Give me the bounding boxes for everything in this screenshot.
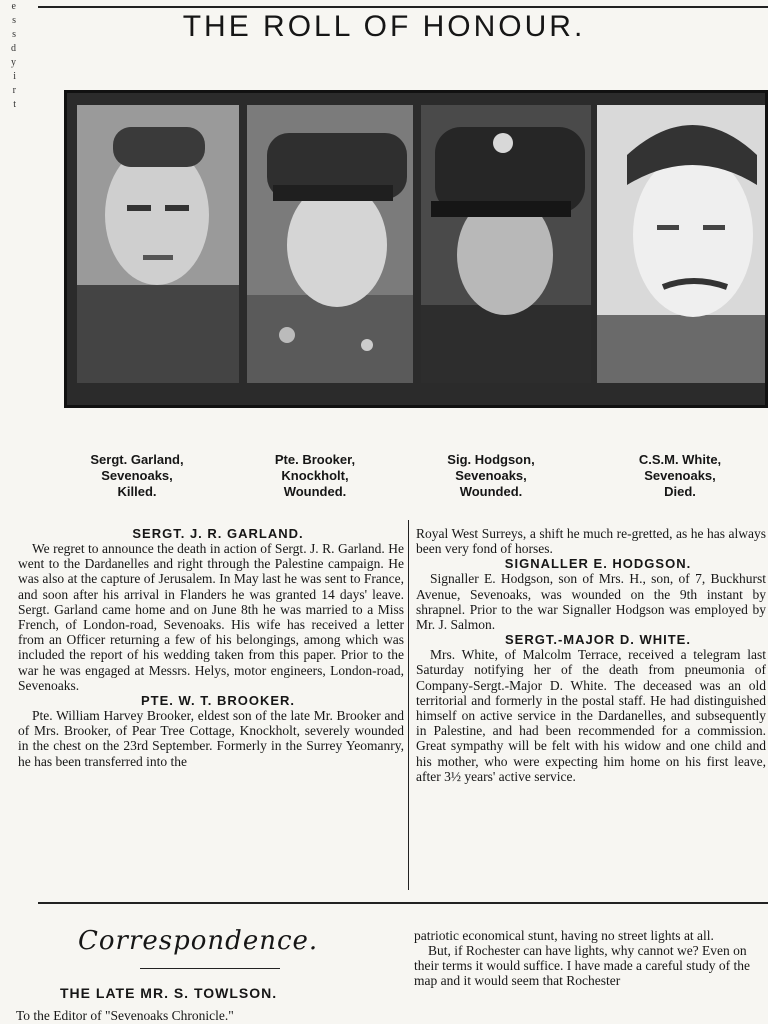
gutter-letter: d — [11, 43, 16, 54]
article-body: We regret to announce the death in action of Sergt. J. R. Garland. He went to the Dardanelles and right through the Palestine campaign. He was also at the capture of Jerusalem. In May last he was sent to France, and soon after his arrival in Flanders he was granted 14 days' leave. Sergt. Garland came home and on June 8th he was married to a Miss French, of London-road, Sevenoaks. His wife has received a letter from an Officer returning a few of his belongings, among which was included the report of his wedding taken from this paper. Prior to the war he was engaged at Messrs. Helys, motor engineers, London-road, Sevenoaks. — [18, 541, 404, 693]
caption-white — [600, 452, 760, 500]
caption-line: Sig. Hodgson, — [447, 452, 535, 467]
correspondence-paragraph: patriotic economical stunt, having no street lights at all. — [414, 928, 714, 943]
caption-line: Sevenoaks, — [101, 468, 173, 483]
article-heading: PTE. W. T. BROOKER. — [140, 693, 296, 709]
portrait-strip — [64, 90, 768, 408]
gutter-letter: s — [12, 15, 16, 26]
caption-line: Sevenoaks, — [455, 468, 527, 483]
caption-hodgson — [416, 452, 566, 500]
right-column — [416, 526, 766, 784]
article-heading: SIGNALLER E. HODGSON. — [504, 556, 692, 572]
portrait-hodgson — [421, 105, 591, 383]
caption-brooker — [240, 452, 390, 500]
caption-line: Sergt. Garland, — [90, 452, 184, 467]
top-rule — [38, 6, 768, 8]
ornamental-rule — [140, 968, 280, 969]
caption-line: Wounded. — [459, 484, 523, 499]
caption-line: Sevenoaks, — [644, 468, 716, 483]
portrait-brooker — [247, 105, 413, 383]
article-body: Signaller E. Hodgson, son of Mrs. H., son, of 7, Buckhurst Avenue, Sevenoaks, was wounded on the 9th instant by shrapnel. Prior to the war Signaller Hodgson was employed by Mr. J. Salmon. — [416, 571, 766, 633]
correspondence-title: Correspondence. — [78, 926, 319, 956]
article-heading: SERGT.-MAJOR D. WHITE. — [505, 632, 691, 648]
gutter-letter: i — [13, 71, 16, 82]
caption-line: Wounded. — [283, 484, 347, 499]
portrait-captions — [0, 452, 768, 502]
gutter-letter: r — [12, 85, 16, 96]
gutter-letter: t — [13, 99, 16, 110]
article-body: Mrs. White, of Malcolm Terrace, received a telegram last Saturday notifying her of the death from pneumonia of Company-Sergt.-Major D. White. The deceased was an old territorial and formerly in the postal staff. He had distinguished himself on active service in the Dardanelles, and subsequently in Palestine, and had been recommended for a commission. Great sympathy will be felt with his widow and one child and his mother, who were expecting him home on his first leave, after 3½ years' active service. — [416, 647, 766, 784]
article-body: Pte. William Harvey Brooker, eldest son of the late Mr. Brooker and of Mrs. Brooker, of Pear Tree Cottage, Knockholt, severely wounded in the chest on the 23rd September. Formerly in the Surrey Yeomanry, he has been transferred into the — [18, 708, 404, 769]
portrait-garland — [77, 105, 239, 383]
caption-line: Died. — [664, 484, 696, 499]
adjacent-column-fragment — [0, 0, 16, 300]
left-column — [18, 526, 404, 769]
caption-line: Knockholt, — [281, 468, 349, 483]
caption-garland — [62, 452, 212, 500]
correspondence-subhead: THE LATE MR. S. TOWLSON. — [60, 985, 278, 1001]
article-heading: SERGT. J. R. GARLAND. — [132, 526, 304, 541]
caption-line: Killed. — [117, 484, 157, 499]
gutter-letter: y — [11, 57, 16, 68]
correspondence-salutation: To the Editor of "Sevenoaks Chronicle." — [16, 1008, 234, 1023]
page-title: THE ROLL OF HONOUR. — [182, 10, 586, 43]
caption-line: C.S.M. White, — [638, 452, 722, 467]
correspondence-right-column — [414, 928, 768, 988]
gutter-letter: s — [12, 29, 16, 40]
caption-line: Pte. Brooker, — [274, 452, 356, 467]
correspondence-paragraph: But, if Rochester can have lights, why cannot we? Even on their terms it would suffice. I have made a careful study of the map and it would seem that Rochester — [414, 943, 751, 988]
article-continuation: Royal West Surreys, a shift he much re-gretted, as he has always been very fond of horses. — [416, 526, 766, 557]
column-rule — [408, 520, 409, 890]
section-rule — [38, 902, 768, 904]
gutter-letter: e — [11, 1, 16, 12]
portrait-white — [597, 105, 765, 383]
